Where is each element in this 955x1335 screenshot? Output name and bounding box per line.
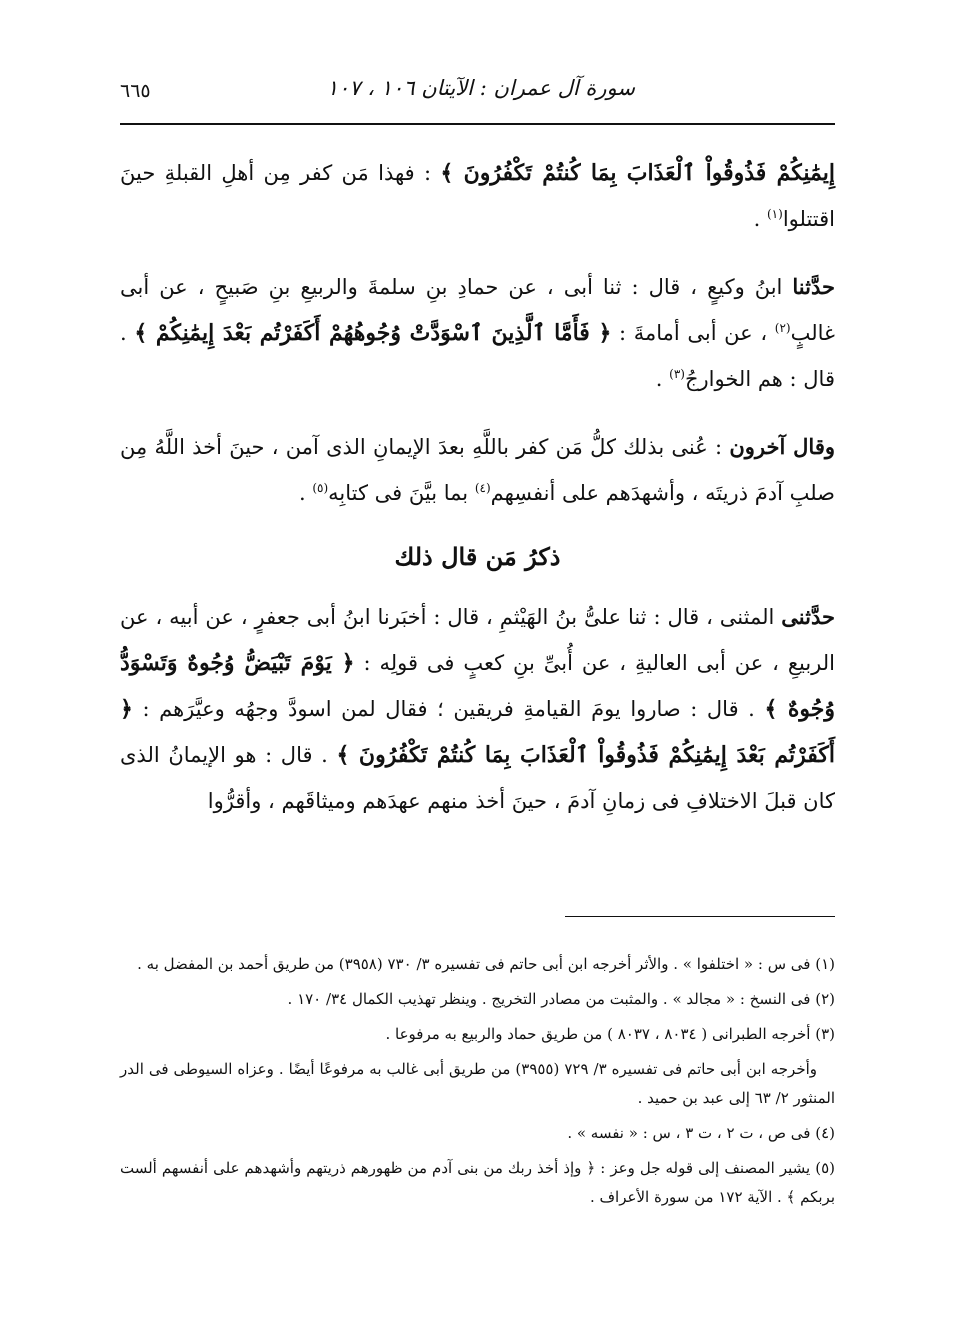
quran-quote: ﴿ أَكَفَرْتُم بَعْدَ إِيمَٰنِكُمْ فَذُوقُواْ ٱلْعَذَابَ بِمَا كُنتُمْ تَكْفُرُونَ ﴾ [120,696,836,768]
paragraph-text: بما بيَّنَ فى كتابِه [328,481,475,505]
page-number: ٦٦٥ [120,80,151,102]
paragraph-text: . قال : صاروا يومَ القيامةِ فريقين ؛ فقال لمن اسودَّ وجهُه وعيَّرَهم : [132,697,765,721]
paragraph-end: . [655,367,670,391]
header-rule [120,123,835,125]
header-title: سورة آل عمران : الآيتان ١٠٦ ، ١٠٧ [326,76,635,100]
footnote-2: (٢) فى النسخ : « مجالد » . والمثبت من مصادر التخريج . وينظر تهذيب الكمال ٣٤/ ١٧٠ . [287,990,835,1008]
footnotes [120,950,835,1218]
running-head [120,72,835,112]
lead-word: حدَّثنى [781,604,835,629]
paragraph-3 [120,424,835,516]
footnote-4: (٤) فى ص ، ت ٢ ، ت ٣ ، س : « نفسه » . [567,1124,835,1142]
footnote-ref-2[interactable]: (٢) [774,321,791,335]
section-heading: ذكرُ مَن قال ذلك [394,542,561,571]
quran-quote: ﴿ فَأَمَّا ٱلَّذِينَ ٱسْوَدَّتْ وُجُوهُهُمْ أَكَفَرْتُم بَعْدَ إِيمَٰنِكُمْ ﴾ [134,320,612,346]
footnote-ref-1[interactable]: (١) [766,207,783,221]
paragraph-text: : فهذا مَن كفر مِن أهلِ القبلةِ حينَ اقتتلوا [120,161,835,231]
footnote-rule [565,916,835,917]
paragraph-text: ، عن أبى أمامةَ : [611,321,775,345]
footnote-3: (٣) أخرجه الطبرانى ( ٨٠٣٤ ، ٨٠٣٧ ) من طريق حماد والربيع به مرفوعا . [385,1025,835,1043]
quran-quote: ﴿ يَوْمَ تَبْيَضُّ وُجُوهٌ وَتَسْوَدُّ وُجُوهٌ ﴾ [120,650,836,722]
paragraph-text: . قال : هو الإيمانُ الذى كان قبلَ الاختلافِ فى زمانِ آدمَ ، حينَ أخذ منهم عهدَهم وميثاقَهم ، وأقرُّوا [120,743,835,813]
footnote-5: (٥) يشير المصنف إلى قوله جل وعز : ﴿ وإذ أخذ ربك من بنى آدم من ظهورهم ذريتهم وأشهدهم على أنفسهم ألست بربكم ﴾ . الآية ١٧٢ من سورة الأعراف . [120,1159,835,1206]
paragraph-text: : عُنى بذلك كلُّ مَن كفر باللَّهِ بعدَ الإيمانِ الذى آمن ، حينَ أخذ اللَّهُ مِن صلبِ آدمَ ذريتَه ، وأشهدَهم على أنفسِهم [120,435,835,505]
footnote-ref-3[interactable]: (٣) [669,367,685,381]
lead-word: حدَّثنا [792,274,835,299]
lead-word: وقال آخرون [729,434,835,459]
footnote-ref-5[interactable]: (٥) [312,481,329,495]
quran-quote: إِيمَٰنِكُمْ فَذُوقُواْ ٱلْعَذَابَ بِمَا كُنتُمْ تَكْفُرُونَ ﴾ [440,160,836,186]
paragraph-2 [120,264,835,402]
paragraph-text: المثنى ، قال : ثنا علىُّ بنُ الهَيْثمِ ، قال : أخبَرنا ابنُ أبى جعفرٍ ، عن أبيه ، عن الربيعِ ، عن أبى العاليةِ ، عن أُبىِّ بنِ كعبٍ فى قولِه : [120,605,835,675]
footnote-ref-4[interactable]: (٤) [474,481,491,495]
paragraph-text: . قال : هم الخوارجُ [120,321,835,391]
paragraph-1 [120,150,835,242]
main-text [120,150,835,836]
footnote-1: (١) فى س : « اختلفوا » . والأثر أخرجه ابن أبى حاتم فى تفسيره ٣/ ٧٣٠ (٣٩٥٨) من طريق أحمد بن المفضل به . [137,955,835,973]
paragraph-4 [120,594,835,824]
paragraph-text: ابنُ وكيعٍ ، قال : ثنا أبى ، عن حمادِ بنِ سلمةَ والربيعِ بنِ صَبيحٍ ، عن أبى غالبٍ [120,275,836,345]
paragraph-end: . [298,481,313,505]
footnote-3-continued: وأخرجه ابن أبى حاتم فى تفسيره ٣/ ٧٢٩ (٣٩٥٥) من طريق أبى غالب به مرفوعًا أيضًا . وعزاه السيوطى فى الدر المنثور ٢/ ٦٣ إلى عبد بن حميد . [120,1060,835,1107]
paragraph-end: . [753,207,767,231]
